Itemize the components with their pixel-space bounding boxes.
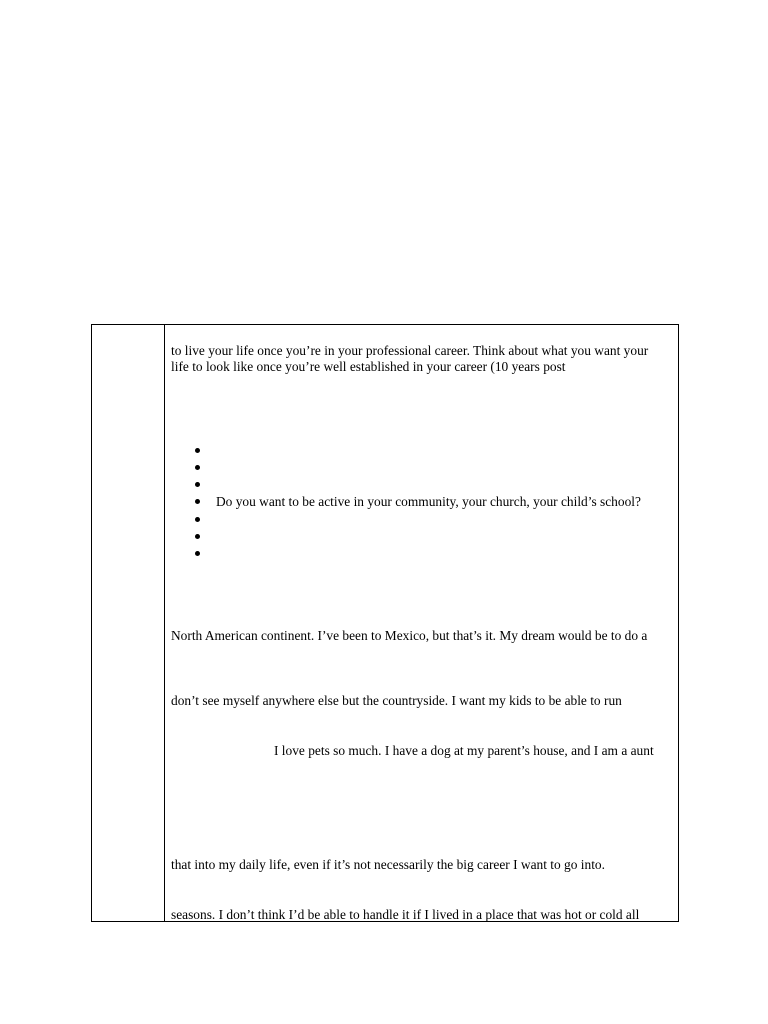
bullet-icon	[195, 482, 200, 487]
bullet-icon	[195, 517, 200, 522]
table-left-cell	[92, 325, 165, 921]
table-right-cell	[165, 325, 678, 921]
bullet-icon	[195, 499, 200, 504]
intro-line-1: to live your life once you’re in your professional career. Think about what you want your	[171, 343, 649, 358]
bullet-icon	[195, 465, 200, 470]
intro-line-2: life to look like once you’re well established in your career (10 years post	[171, 359, 566, 374]
bullet-icon	[195, 448, 200, 453]
bullet-text-community: Do you want to be active in your community, your church, your child’s school?	[216, 494, 641, 509]
paragraph-travel: North American continent. I’ve been to Mexico, but that’s it. My dream would be to do a	[171, 628, 648, 643]
paragraph-seasons: seasons. I don’t think I’d be able to handle it if I lived in a place that was hot or cold all	[171, 907, 640, 922]
paragraph-countryside: don’t see myself anywhere else but the countryside. I want my kids to be able to run	[171, 693, 622, 708]
paragraph-pets: I love pets so much. I have a dog at my parent’s house, and I am a aunt	[274, 743, 654, 758]
paragraph-daily-life: that into my daily life, even if it’s not necessarily the big career I want to go into.	[171, 857, 605, 872]
bullet-icon	[195, 551, 200, 556]
bullet-icon	[195, 534, 200, 539]
document-table	[91, 324, 679, 922]
